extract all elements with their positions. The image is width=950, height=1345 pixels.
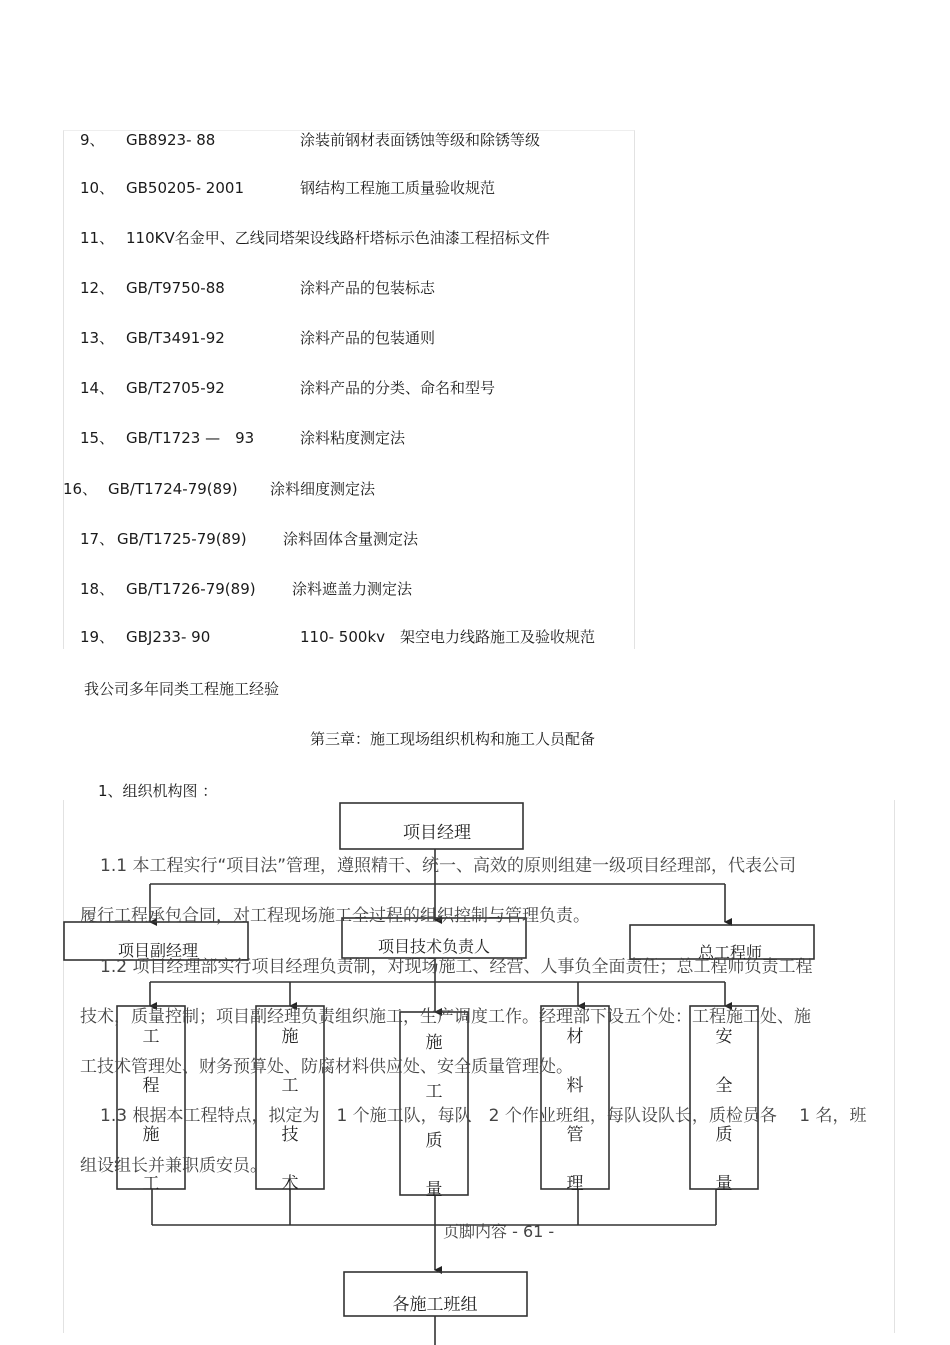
experience-line: 我公司多年同类工程施工经验 bbox=[84, 680, 280, 698]
standard-title: 涂料产品的分类、命名和型号 bbox=[300, 379, 496, 397]
standard-number: 18、 bbox=[80, 580, 115, 598]
project-manager-label: 项目经理 bbox=[403, 823, 471, 843]
standard-number: 15、 bbox=[80, 429, 115, 447]
org-chart-heading: 1、组织机构图 ： bbox=[98, 782, 218, 800]
para-1-1-b: 履行工程承包合同，对工程现场施工全过程的组织控制与管理负责。 bbox=[80, 906, 590, 926]
standard-title: 涂料遮盖力测定法 bbox=[292, 580, 413, 598]
standard-number: 9、 bbox=[80, 131, 105, 149]
department-label: 工程施工 bbox=[142, 1027, 160, 1194]
para-1-3-b: 组设组长并兼职质安员。 bbox=[80, 1156, 267, 1176]
standard-title: 涂料细度测定法 bbox=[270, 480, 376, 498]
standard-title: 涂料产品的包装标志 bbox=[300, 279, 436, 297]
standard-title: 涂料固体含量测定法 bbox=[283, 530, 419, 548]
standard-code: 110KV名金甲、乙线同塔架设线路杆塔标示色油漆工程招标文件 bbox=[126, 229, 550, 247]
standard-code: GB/T2705-92 bbox=[126, 379, 225, 397]
chief-engineer-label: 总工程师 bbox=[697, 943, 763, 962]
para-1-2-c: 工技术管理处、财务预算处、防腐材料供应处、安全质量管理处。 bbox=[80, 1057, 573, 1077]
standard-title: 涂料产品的包装通则 bbox=[300, 329, 436, 347]
department-label: 安全质量 bbox=[715, 1027, 733, 1194]
para-1-2-b: 技术，质量控制；项目副经理负责组织施工，生产调度工作。经理部下设五个处：工程施工处、施 bbox=[80, 1007, 811, 1027]
standard-title: 110- 500kv 架空电力线路施工及验收规范 bbox=[300, 628, 596, 646]
department-label: 施工技术 bbox=[281, 1027, 299, 1194]
chapter-title: 第三章：施工现场组织机构和施工人员配备 bbox=[310, 730, 596, 748]
standard-title: 钢结构工程施工质量验收规范 bbox=[300, 179, 496, 197]
standard-code: GB50205- 2001 bbox=[126, 179, 244, 197]
page-footer: 页脚内容 - 61 - bbox=[443, 1222, 555, 1241]
standard-code: GB/T1725-79(89) bbox=[117, 530, 247, 548]
standard-number: 16、 bbox=[63, 480, 98, 498]
standard-title: 涂料粘度测定法 bbox=[300, 429, 406, 447]
standard-number: 12、 bbox=[80, 279, 115, 297]
deputy-manager-label: 项目副经理 bbox=[117, 941, 199, 960]
tech-lead-label: 项目技术负责人 bbox=[377, 937, 491, 956]
para-1-1-a: 1.1 本工程实行“项目法”管理，遵照精干、统一、高效的原则组建一级项目经理部，代表公司 bbox=[100, 856, 797, 876]
standard-code: GB/T1724-79(89) bbox=[108, 480, 238, 498]
standard-code: GB/T1723 — 93 bbox=[126, 429, 255, 447]
standard-number: 10、 bbox=[80, 179, 115, 197]
standard-number: 13、 bbox=[80, 329, 115, 347]
standard-code: GB8923- 88 bbox=[126, 131, 216, 149]
standard-code: GB/T3491-92 bbox=[126, 329, 225, 347]
standard-title: 涂装前钢材表面锈蚀等级和除锈等级 bbox=[300, 131, 541, 149]
standard-number: 14、 bbox=[80, 379, 115, 397]
standard-number: 17、 bbox=[80, 530, 115, 548]
standard-code: GBJ233- 90 bbox=[126, 628, 211, 646]
work-teams-label: 各施工班组 bbox=[392, 1295, 478, 1315]
department-label: 施工质量 bbox=[425, 1033, 443, 1200]
standard-number: 11、 bbox=[80, 229, 115, 247]
standard-code: GB/T1726-79(89) bbox=[126, 580, 256, 598]
para-1-2-a: 1.2 项目经理部实行项目经理负责制，对现场施工、经营、人事负全面责任；总工程师负责工程 bbox=[100, 957, 813, 977]
standard-number: 19、 bbox=[80, 628, 115, 646]
department-label: 材料管理 bbox=[566, 1027, 584, 1194]
standard-code: GB/T9750-88 bbox=[126, 279, 225, 297]
para-1-3-a: 1.3 根据本工程特点，拟定为 1 个施工队，每队 2 个作业班组，每队设队长，质检员各 1 名，班 bbox=[100, 1106, 867, 1126]
